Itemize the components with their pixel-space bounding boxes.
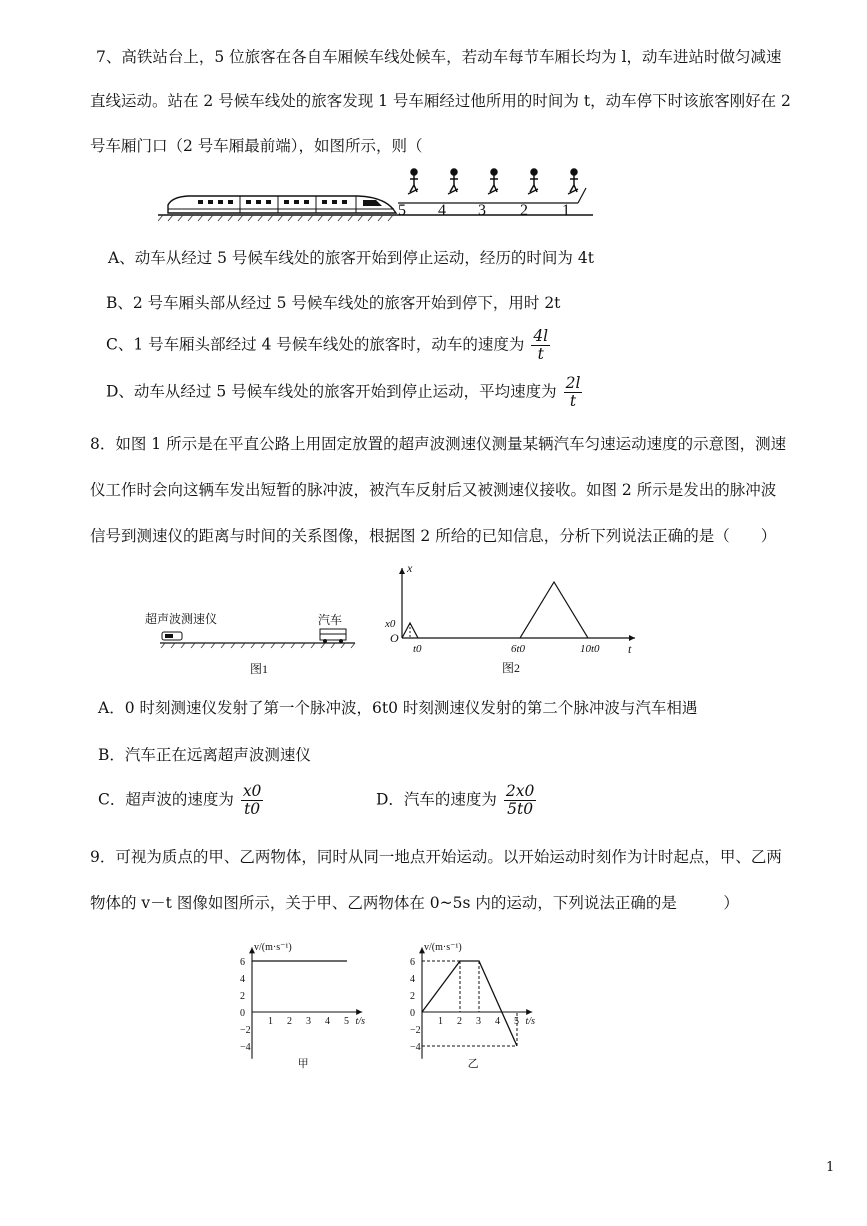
x-tick-label: 4	[495, 1016, 500, 1027]
q7-line3: 号车厢门口（2 号车厢最前端），如图所示，则（	[90, 137, 423, 155]
q7-option-a: A、动车从经过 5 号候车线处的旅客开始到停止运动，经历的时间为 4t	[108, 249, 594, 267]
fig1-car-label: 汽车	[318, 613, 343, 627]
q8-option-b: B．汽车正在远离超声波测速仪	[98, 746, 311, 764]
x-tick-label: 5	[514, 1016, 519, 1027]
x-axis-label: t/s	[355, 1016, 366, 1027]
position-label-3: 3	[478, 202, 486, 219]
passenger-icon-2	[528, 169, 538, 194]
x-tick-label: 1	[438, 1016, 443, 1027]
q8-option-d-fraction: $\frac{2x0}{5t0}$	[505, 782, 535, 819]
x-axis-arrow	[526, 1009, 532, 1015]
fig2-caption: 图2	[502, 661, 521, 675]
q7-line2: 直线运动。站在 2 号候车线处的旅客发现 1 号车厢经过他所用的时间为 t，动车停下时该旅客刚好在 2	[90, 92, 791, 110]
x-axis-arrow	[356, 1009, 362, 1015]
fig2-x0: x0	[385, 618, 396, 630]
q8-figure-2	[380, 560, 650, 680]
speed-gun-icon	[162, 632, 182, 640]
chart-jia	[222, 925, 382, 1075]
chart-yi	[392, 925, 552, 1075]
passenger-icon-4	[448, 169, 458, 194]
fig1-device-label: 超声波测速仪	[145, 612, 218, 626]
q7-option-d-text: D、动车从经过 5 号候车线处的旅客开始到停止运动，平均速度为	[106, 382, 557, 401]
q8-option-c	[98, 783, 265, 818]
y-tick-label: 4	[410, 974, 415, 985]
q9-line1: 9．可视为质点的甲、乙两物体，同时从同一地点开始运动。以开始运动时刻作为计时起点，甲、乙两	[90, 848, 782, 866]
chart-caption: 乙	[467, 1058, 479, 1070]
passenger-icon-3	[488, 169, 498, 194]
x-tick-label: 3	[476, 1016, 481, 1027]
q7-train-figure	[158, 163, 598, 223]
x-tick-label: 5	[344, 1016, 349, 1027]
y-tick-label: 0	[240, 1008, 245, 1019]
q8-line3: 信号到测速仪的距离与时间的关系图像，根据图 2 所给的已知信息，分析下列说法正确的是（ ）	[90, 527, 777, 545]
passenger-icon-5	[408, 169, 418, 194]
position-label-1: 1	[562, 202, 570, 219]
position-label-5: 5	[398, 202, 406, 219]
q8-option-d-text: D．汽车的速度为	[376, 790, 497, 809]
y-tick-label: −2	[240, 1025, 251, 1036]
y-tick-label: 6	[240, 957, 245, 968]
q7-option-b: B、2 号车厢头部从经过 5 号候车线处的旅客开始到停下，用时 2t	[106, 294, 561, 312]
chart-caption: 甲	[297, 1058, 309, 1070]
fig2-t0: t0	[413, 643, 422, 655]
x-axis-label: t/s	[525, 1016, 536, 1027]
fig2-pulse-2	[520, 582, 588, 638]
y-tick-label: 2	[410, 991, 415, 1002]
y-axis-label: v/(m·s⁻¹)	[424, 941, 462, 953]
x-tick-label: 1	[268, 1016, 273, 1027]
q8-option-c-fraction: $\frac{x0}{t0}$	[242, 782, 262, 819]
x-tick-label: 4	[325, 1016, 330, 1027]
fig2-ylabel: x	[407, 561, 413, 575]
q7-option-c	[106, 328, 552, 363]
y-tick-label: 6	[410, 957, 415, 968]
page-number: 1	[826, 1160, 835, 1175]
y-tick-label: 0	[410, 1008, 415, 1019]
car-icon	[320, 629, 346, 643]
x-tick-label: 2	[287, 1016, 292, 1027]
q8-line1: 8．如图 1 所示是在平直公路上用固定放置的超声波测速仪测量某辆汽车匀速运动速度的示意图，测速	[90, 435, 787, 453]
q7-option-c-fraction: $\frac{4l}{t}$	[533, 327, 549, 364]
fig1-caption: 图1	[250, 662, 269, 676]
fig2-10t0: 10t0	[580, 643, 600, 655]
y-tick-label: −4	[410, 1042, 421, 1053]
x-tick-label: 3	[306, 1016, 311, 1027]
series-line	[422, 961, 517, 1046]
q9-line2: 物体的 v－t 图像如图所示，关于甲、乙两物体在 0~5s 内的运动，下列说法正确的是 ）	[90, 894, 739, 912]
fig2-origin: O	[390, 631, 399, 645]
y-tick-label: 2	[240, 991, 245, 1002]
y-tick-label: 4	[240, 974, 245, 985]
x-tick-label: 2	[457, 1016, 462, 1027]
q8-figure-1	[140, 605, 370, 680]
fig2-xlabel: t	[628, 642, 632, 656]
position-label-4: 4	[438, 202, 446, 219]
fig2-6t0: 6t0	[511, 643, 526, 655]
train-icon	[168, 196, 396, 213]
q8-line2: 仪工作时会向这辆车发出短暂的脉冲波，被汽车反射后又被测速仪接收。如图 2 所示是发出的脉冲波	[90, 481, 777, 499]
q8-option-d	[376, 783, 538, 818]
q8-option-c-text: C．超声波的速度为	[98, 790, 234, 809]
q7-option-d	[106, 375, 584, 410]
q8-option-a: A．0 时刻测速仪发射了第一个脉冲波，6t0 时刻测速仪发射的第二个脉冲波与汽车相遇	[98, 699, 698, 717]
q7-option-c-text: C、1 号车厢头部经过 4 号候车线处的旅客时，动车的速度为	[106, 335, 525, 354]
y-tick-label: −2	[410, 1025, 421, 1036]
q7-option-d-fraction: $\frac{2l}{t}$	[565, 374, 581, 411]
y-axis-label: v/(m·s⁻¹)	[254, 941, 292, 953]
passenger-icon-1	[568, 169, 578, 194]
q7-line1: 7、高铁站台上，5 位旅客在各自车厢候车线处候车，若动车每节车厢长均为 l，动车进站时做匀减速	[96, 48, 782, 66]
position-label-2: 2	[520, 202, 528, 219]
y-tick-label: −4	[240, 1042, 251, 1053]
